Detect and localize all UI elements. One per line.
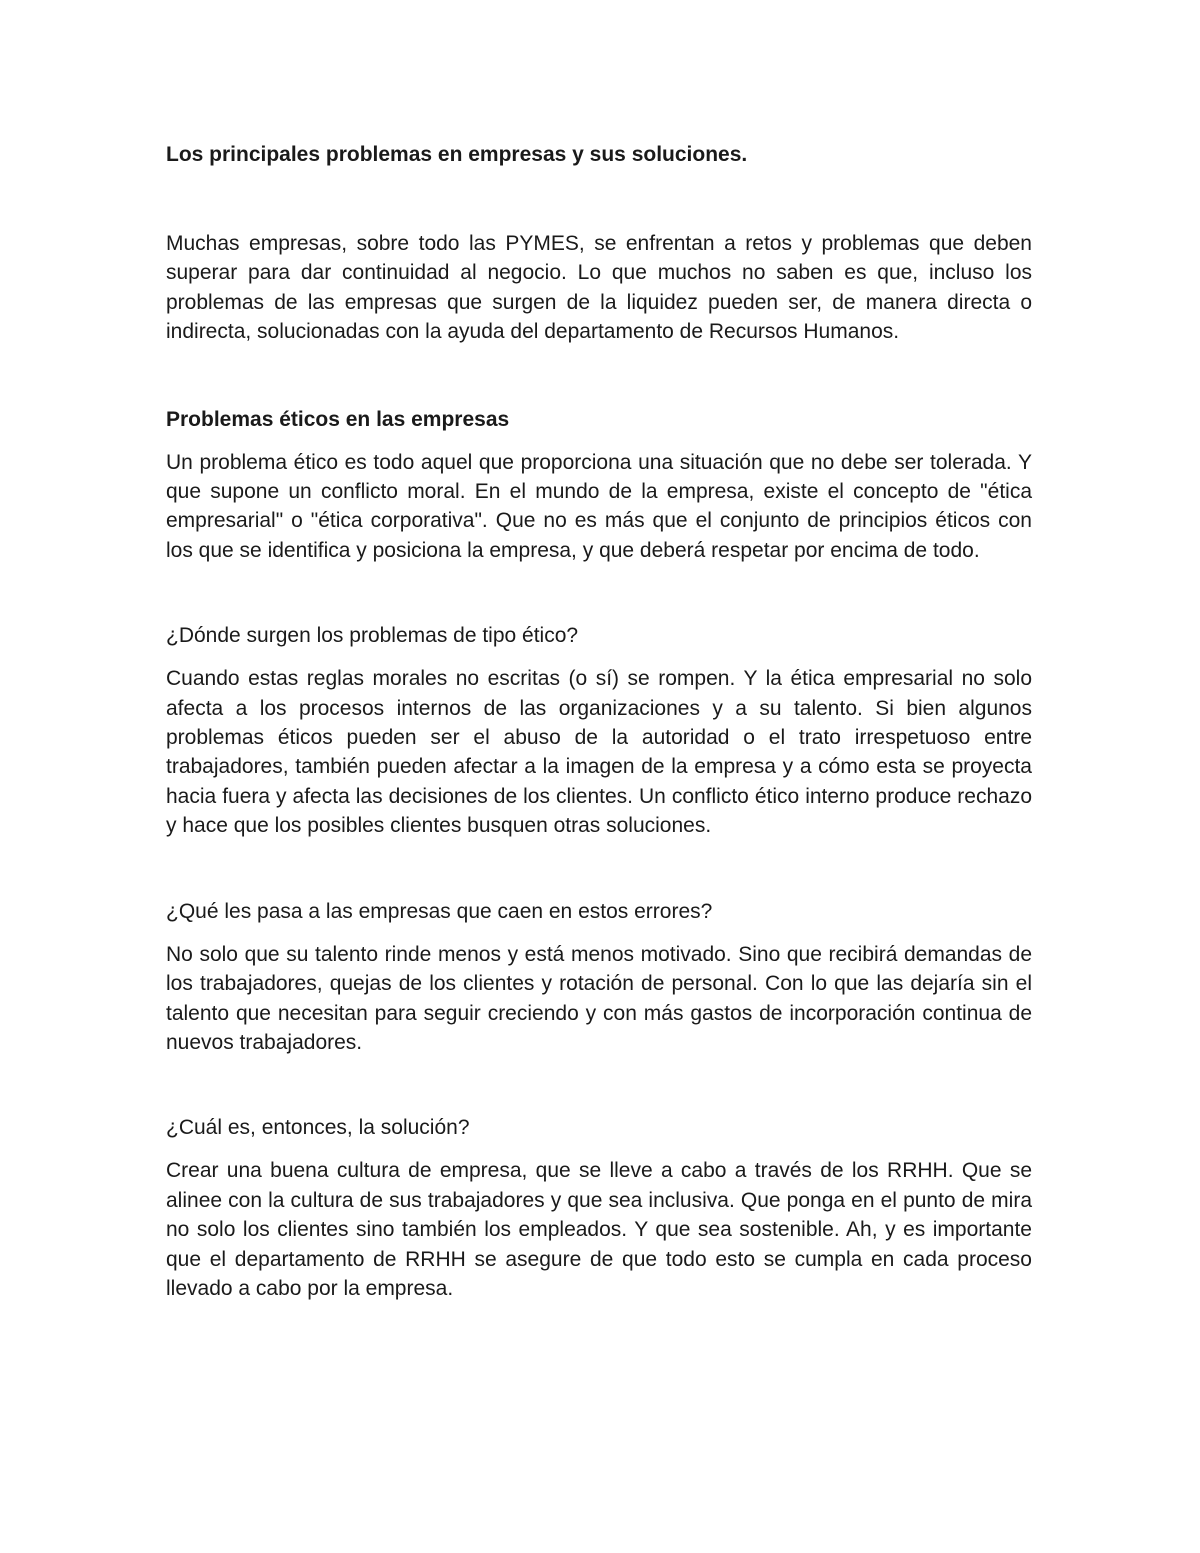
question-2: ¿Qué les pasa a las empresas que caen en estos errores? xyxy=(166,899,713,923)
section-heading: Problemas éticos en las empresas xyxy=(166,407,510,431)
intro-paragraph: Muchas empresas, sobre todo las PYMES, se enfrentan a retos y problemas que deben superar para dar continuidad al negocio. Lo que muchos no saben es que, incluso los problemas de las empresas que surgen de la liquidez pueden ser, de manera directa o indirecta, solucionadas con la ayuda del departamento de Recursos Humanos. xyxy=(166,232,1032,344)
section-paragraph: Un problema ético es todo aquel que proporciona una situación que no debe ser tolerada. Y que supone un conflicto moral. En el mundo de la empresa, existe el concepto de "ética empresarial" o "ética corporativa". Que no es más que el conjunto de principios éticos con los que se identifica y posiciona la empresa, y que deberá respetar por encima de todo. xyxy=(166,450,1032,562)
answer-3: Crear una buena cultura de empresa, que se lleve a cabo a través de los RRHH. Que se alinee con la cultura de sus trabajadores y que sea inclusiva. Que ponga en el punto de mira no solo los clientes sino también los empleados. Y que sea sostenible. Ah, y es importante que el departamento de RRHH se asegure de que todo esto se cumpla en cada proceso llevado a cabo por la empresa. xyxy=(166,1159,1032,1300)
question-3: ¿Cuál es, entonces, la solución? xyxy=(166,1116,470,1140)
question-1: ¿Dónde surgen los problemas de tipo ético? xyxy=(166,624,579,648)
document-body xyxy=(166,140,1032,1303)
answer-2: No solo que su talento rinde menos y está menos motivado. Sino que recibirá demandas de los trabajadores, quejas de los clientes y rotación de personal. Con lo que las dejaría sin el talento que necesitan para seguir creciendo y con más gastos de incorporación continua de nuevos trabajadores. xyxy=(166,942,1032,1054)
answer-1: Cuando estas reglas morales no escritas (o sí) se rompen. Y la ética empresarial no solo afecta a los procesos internos de las organizaciones y a su talento. Si bien algunos problemas éticos pueden ser el abuso de la autoridad o el trato irrespetuoso entre trabajadores, también pueden afectar a la imagen de la empresa y a cómo esta se proyecta hacia fuera y afecta las decisiones de los clientes. Un conflicto ético interno produce rechazo y hace que los posibles clientes busquen otras soluciones. xyxy=(166,667,1032,838)
spacer xyxy=(166,347,1032,405)
spacer xyxy=(166,841,1032,897)
spacer xyxy=(166,1057,1032,1113)
spacer xyxy=(166,565,1032,621)
document-title: Los principales problemas en empresas y sus soluciones. xyxy=(166,143,748,166)
